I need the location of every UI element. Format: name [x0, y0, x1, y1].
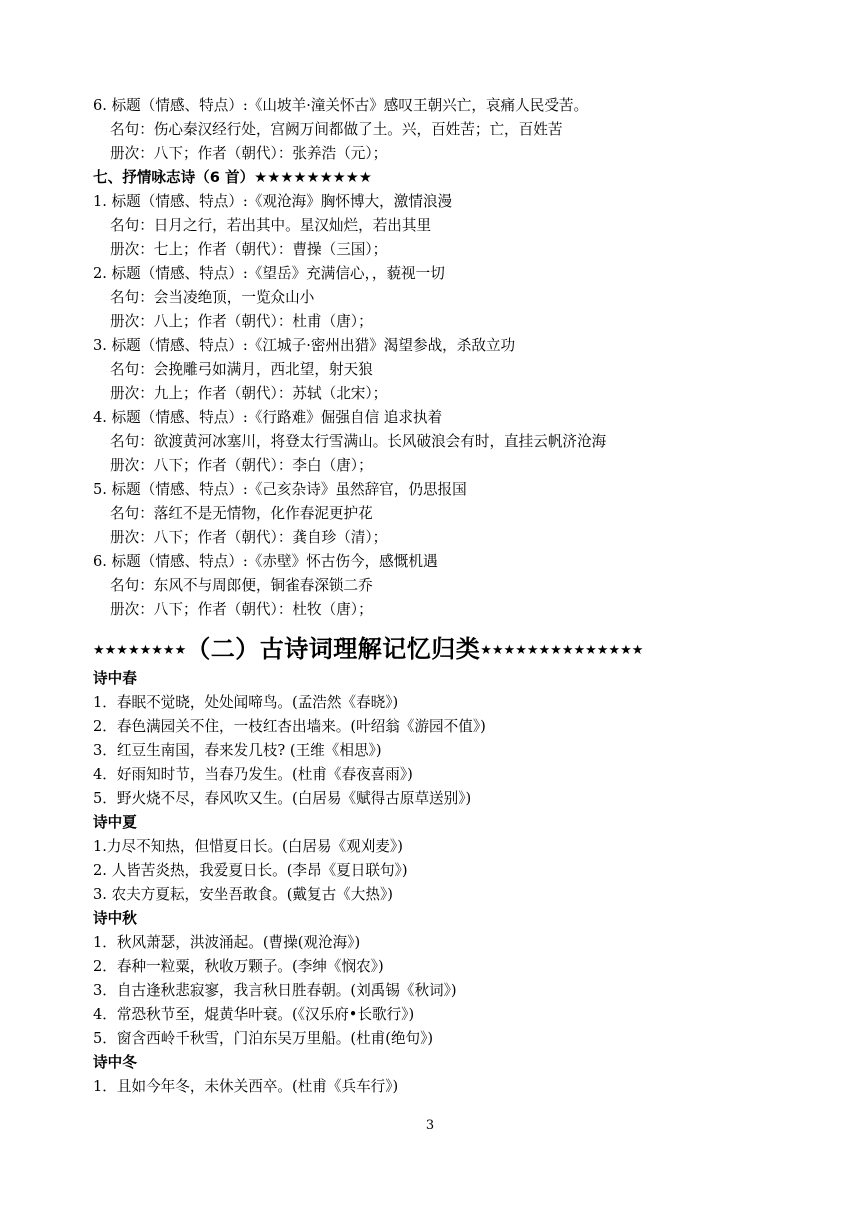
- spring-line-5: 5．野火烧不尽，春风吹又生。(白居易《赋得古原草送别》): [93, 790, 472, 807]
- summer-line-3: 3. 农夫方夏耘，安坐吾敢食。(戴复古《大热》): [93, 886, 393, 903]
- section-title-stars-left: ★★★★★★★★: [93, 643, 187, 658]
- autumn-line-3: 3．自古逢秋悲寂寥，我言秋日胜春朝。(刘禹锡《秋词》): [93, 982, 457, 999]
- lyric-item-1-quote: 名句：日月之行，若出其中。星汉灿烂，若出其里: [110, 217, 432, 234]
- winter-line-1: 1．且如今年冬，未休关西卒。(杜甫《兵车行》): [93, 1078, 399, 1095]
- spring-line-1: 1．春眠不觉晓，处处闻啼鸟。(孟浩然《春晓》): [93, 694, 399, 711]
- summer-line-2: 2. 人皆苦炎热，我爱夏日长。(李昂《夏日联句》): [93, 862, 408, 879]
- prev-item-6-quote: 名句：伤心秦汉经行处，宫阙万间都做了土。兴，百姓苦；亡，百姓苦: [110, 121, 563, 138]
- section-title-stars-right: ★★★★★★★★★★★★★★: [480, 643, 644, 658]
- page-number: 3: [425, 1118, 435, 1133]
- spring-line-4: 4．好雨知时节，当春乃发生。(杜甫《春夜喜雨》): [93, 766, 413, 783]
- lyric-item-4-title: 4. 标题（情感、特点）:《行路难》倔强自信 追求执着: [93, 409, 443, 426]
- autumn-line-1: 1．秋风萧瑟，洪波涌起。(曹操(观沧海》): [93, 934, 361, 951]
- autumn-line-2: 2．春种一粒粟，秋收万颗子。(李绅《悯农》): [93, 958, 384, 975]
- spring-line-2: 2．春色满园关不住，一枝红杏出墙来。(叶绍翁《游园不值》): [93, 718, 486, 735]
- lyric-item-6-title: 6. 标题（情感、特点）:《赤壁》怀古伤今，感慨机遇: [93, 553, 438, 570]
- section-title-poetry-memory: [93, 632, 773, 666]
- lyric-item-1-title: 1. 标题（情感、特点）:《观沧海》胸怀博大，激情浪漫: [93, 193, 453, 210]
- lyric-item-3-title: 3. 标题（情感、特点）:《江城子·密州出猎》渴望参战，杀敌立功: [93, 337, 516, 354]
- lyric-item-6-info: 册次：八下；作者（朝代）：杜牧（唐）；: [110, 601, 373, 618]
- lyric-item-4-info: 册次：八下；作者（朝代）：李白（唐）；: [110, 457, 373, 474]
- heading-autumn: 诗中秋: [93, 910, 137, 927]
- lyric-item-6-quote: 名句：东风不与周郎便，铜雀春深锁二乔: [110, 577, 373, 594]
- autumn-line-4: 4．常恐秋节至，焜黄华叶衰。(《汉乐府•长歌行》): [93, 1006, 415, 1023]
- prev-item-6-title: 6. 标题（情感、特点）:《山坡羊·潼关怀古》感叹王朝兴亡，哀痛人民受苦。: [93, 97, 589, 114]
- lyric-item-5-title: 5. 标题（情感、特点）:《己亥杂诗》虽然辞官，仍思报国: [93, 481, 467, 498]
- lyric-item-2-title: 2. 标题（情感、特点）:《望岳》充满信心，，藐视一切: [93, 265, 445, 282]
- lyric-item-5-quote: 名句：落红不是无情物，化作春泥更护花: [110, 505, 373, 522]
- heading-spring: 诗中春: [93, 670, 137, 687]
- lyric-item-2-info: 册次：八上；作者（朝代）：杜甫（唐）；: [110, 313, 373, 330]
- summer-line-1: 1.力尽不知热，但惜夏日长。(白居易《观刈麦》): [93, 838, 403, 855]
- heading-summer: 诗中夏: [93, 814, 137, 831]
- heading-lyric-poems: 七、抒情咏志诗（6 首）★★★★★★★★★: [93, 169, 372, 186]
- lyric-item-2-quote: 名句：会当凌绝顶，一览众山小: [110, 289, 315, 306]
- heading-winter: 诗中冬: [93, 1054, 137, 1071]
- autumn-line-5: 5．窗含西岭千秋雪，门泊东吴万里船。(杜甫(绝句》): [93, 1030, 434, 1047]
- lyric-item-1-info: 册次：七上；作者（朝代）：曹操（三国）；: [110, 241, 388, 258]
- prev-item-6-info: 册次：八下；作者（朝代）：张养浩（元）；: [110, 145, 388, 162]
- lyric-item-4-quote: 名句：欲渡黄河冰塞川，将登太行雪满山。长风破浪会有时，直挂云帆济沧海: [110, 433, 607, 450]
- lyric-item-3-quote: 名句：会挽雕弓如满月，西北望，射天狼: [110, 361, 373, 378]
- section-title-text: （二）古诗词理解记忆归类: [186, 635, 481, 663]
- spring-line-3: 3．红豆生南国，春来发几枝? (王维《相思》): [93, 742, 382, 759]
- lyric-item-5-info: 册次：八下；作者（朝代）：龚自珍（清）；: [110, 529, 388, 546]
- lyric-item-3-info: 册次：九上；作者（朝代）：苏轼（北宋）；: [110, 385, 388, 402]
